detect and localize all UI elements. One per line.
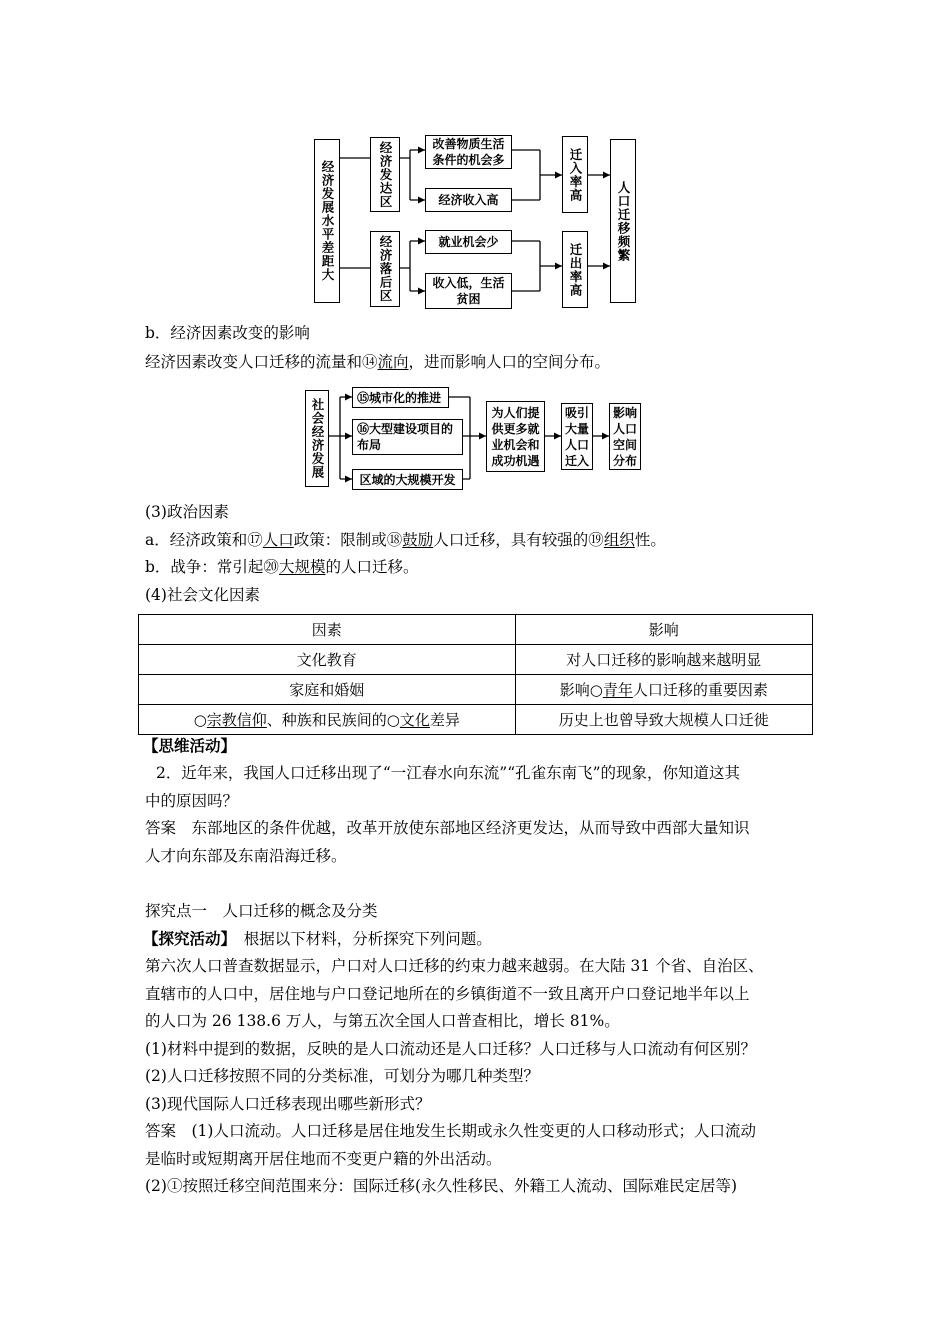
question-1: (1)材料中提到的数据，反映的是人口流动还是人口迁移？人口迁移与人口流动有何区别？ — [145, 1040, 756, 1058]
text-segment: 的人口迁移。 — [325, 558, 419, 576]
table-header-influence: 影响 — [515, 615, 812, 645]
table-cell: 对人口迁移的影响越来越明显 — [515, 645, 812, 675]
regional-development-box: 区域的大规模开发 — [352, 469, 463, 490]
text-segment: 影响○ — [559, 681, 603, 699]
table-cell — [515, 675, 812, 705]
answer-organization: 组织 — [603, 531, 635, 549]
culture-heading: (4)社会文化因素 — [145, 586, 260, 604]
backward-region-box: 经济落后区 — [370, 231, 400, 307]
table-cell: 家庭和婚姻 — [139, 675, 516, 705]
answer-large-scale: 大规模 — [278, 558, 326, 576]
diagram2-connectors — [0, 0, 950, 500]
culture-factors-table — [138, 614, 813, 735]
frequent-migration-box: 人口迁移频繁 — [610, 139, 636, 303]
text-segment: b．战争：常引起⑳ — [145, 558, 279, 576]
spatial-distribution-box: 影响人口空间分布 — [609, 403, 641, 470]
thinking-question-line2: 中的原因吗？ — [145, 792, 239, 810]
explore-title: 探究点一 人口迁移的概念及分类 — [145, 902, 378, 920]
answer-population: 人口 — [262, 531, 294, 549]
thinking-heading: 【思维活动】 — [143, 736, 237, 755]
better-life-opportunity-box: 改善物质生活条件的机会多 — [425, 135, 512, 169]
thinking-answer-line1: 答案 东部地区的条件优越，改革开放使东部地区经济更发达，从而导致中西部大量知识 — [145, 819, 750, 837]
answer-line3: (2)①按照迁移空间范围来分：国际迁移(永久性移民、外籍工人流动、国际难民定居等) — [145, 1177, 738, 1195]
few-jobs-box: 就业机会少 — [425, 230, 512, 254]
text-segment: 政策：限制或⑱ — [293, 531, 403, 549]
text-segment: 根据以下材料，分析探究下列问题。 — [228, 930, 492, 948]
developed-region-box: 经济发达区 — [370, 137, 400, 212]
question-3: (3)现代国际人口迁移表现出哪些新形式？ — [145, 1095, 431, 1113]
in-migration-rate-box: 迁入率高 — [562, 136, 588, 213]
high-income-box: 经济收入高 — [425, 188, 512, 212]
out-migration-rate-box: 迁出率高 — [562, 231, 588, 308]
text-segment: ○ — [193, 711, 207, 729]
material-line3: 的人口为 26 138.6 万人，与第五次全国人口普查相比，增长 81%。 — [145, 1012, 620, 1030]
table-cell — [139, 705, 516, 735]
text-segment: ，进而影响人口的空间分布。 — [408, 353, 611, 371]
material-line1: 第六次人口普查数据显示，户口对人口迁移的约束力越来越弱。在大陆 31 个省、自治区、 — [145, 957, 764, 975]
economic-gap-label: 经济发展水平差距大 — [314, 139, 340, 303]
answer-culture: 文化 — [399, 711, 430, 729]
table-row — [139, 675, 813, 705]
text-segment: 、种族和民族间的○ — [266, 711, 400, 729]
text-segment: 人口迁移，具有较强的⑲ — [433, 531, 604, 549]
text-segment: a．经济政策和⑰ — [145, 531, 263, 549]
answer-religion: 宗教信仰 — [206, 711, 267, 729]
activity-label: 【探究活动】 — [143, 929, 229, 948]
low-income-box: 收入低，生活贫困 — [425, 273, 512, 309]
text-segment: 经济因素改变人口迁移的流量和⑭ — [145, 353, 378, 371]
political-line-b — [145, 557, 418, 577]
answer-youth: 青年 — [602, 681, 633, 699]
table-row — [139, 705, 813, 735]
attract-population-box: 吸引大量人口迁入 — [561, 403, 593, 470]
text-segment: 人口迁移的重要因素 — [632, 681, 768, 699]
section-b-heading: b．经济因素改变的影响 — [145, 324, 310, 342]
political-heading: (3)政治因素 — [145, 503, 229, 521]
text-segment: 性。 — [634, 531, 666, 549]
explore-activity — [143, 929, 492, 949]
answer-flow-direction: 流向 — [377, 353, 409, 371]
table-row — [139, 645, 813, 675]
social-economic-label: 社会经济发展 — [305, 390, 329, 487]
table-row — [139, 615, 813, 645]
urbanization-box: ⑮城市化的推进 — [352, 387, 449, 408]
answer-line2: 是临时或短期离开居住地而不变更户籍的外出活动。 — [145, 1150, 502, 1168]
thinking-answer-line2: 人才向东部及东南沿海迁移。 — [145, 847, 347, 865]
table-cell: 文化教育 — [139, 645, 516, 675]
political-line-a — [145, 530, 666, 550]
answer-encourage: 鼓励 — [402, 531, 434, 549]
thinking-question-line1: 2．近年来，我国人口迁移出现了“一江春水向东流”“孔雀东南飞”的现象，你知道这其 — [156, 764, 741, 782]
table-header-factor: 因素 — [139, 615, 516, 645]
material-line2: 直辖市的人口中，居住地与户口登记地所在的乡镇街道不一致且离开户口登记地半年以上 — [145, 985, 750, 1003]
table-cell: 历史上也曾导致大规模人口迁徙 — [515, 705, 812, 735]
construction-project-box: ⑯大型建设项目的布局 — [352, 419, 463, 455]
answer-line1: 答案 (1)人口流动。人口迁移是居住地发生长期或永久性变更的人口移动形式；人口流动 — [145, 1122, 756, 1140]
text-segment: 差异 — [429, 711, 460, 729]
job-opportunity-box: 为人们提供更多就业机会和成功机遇 — [486, 401, 545, 472]
question-2: (2)人口迁移按照不同的分类标准，可划分为哪几种类型？ — [145, 1067, 539, 1085]
